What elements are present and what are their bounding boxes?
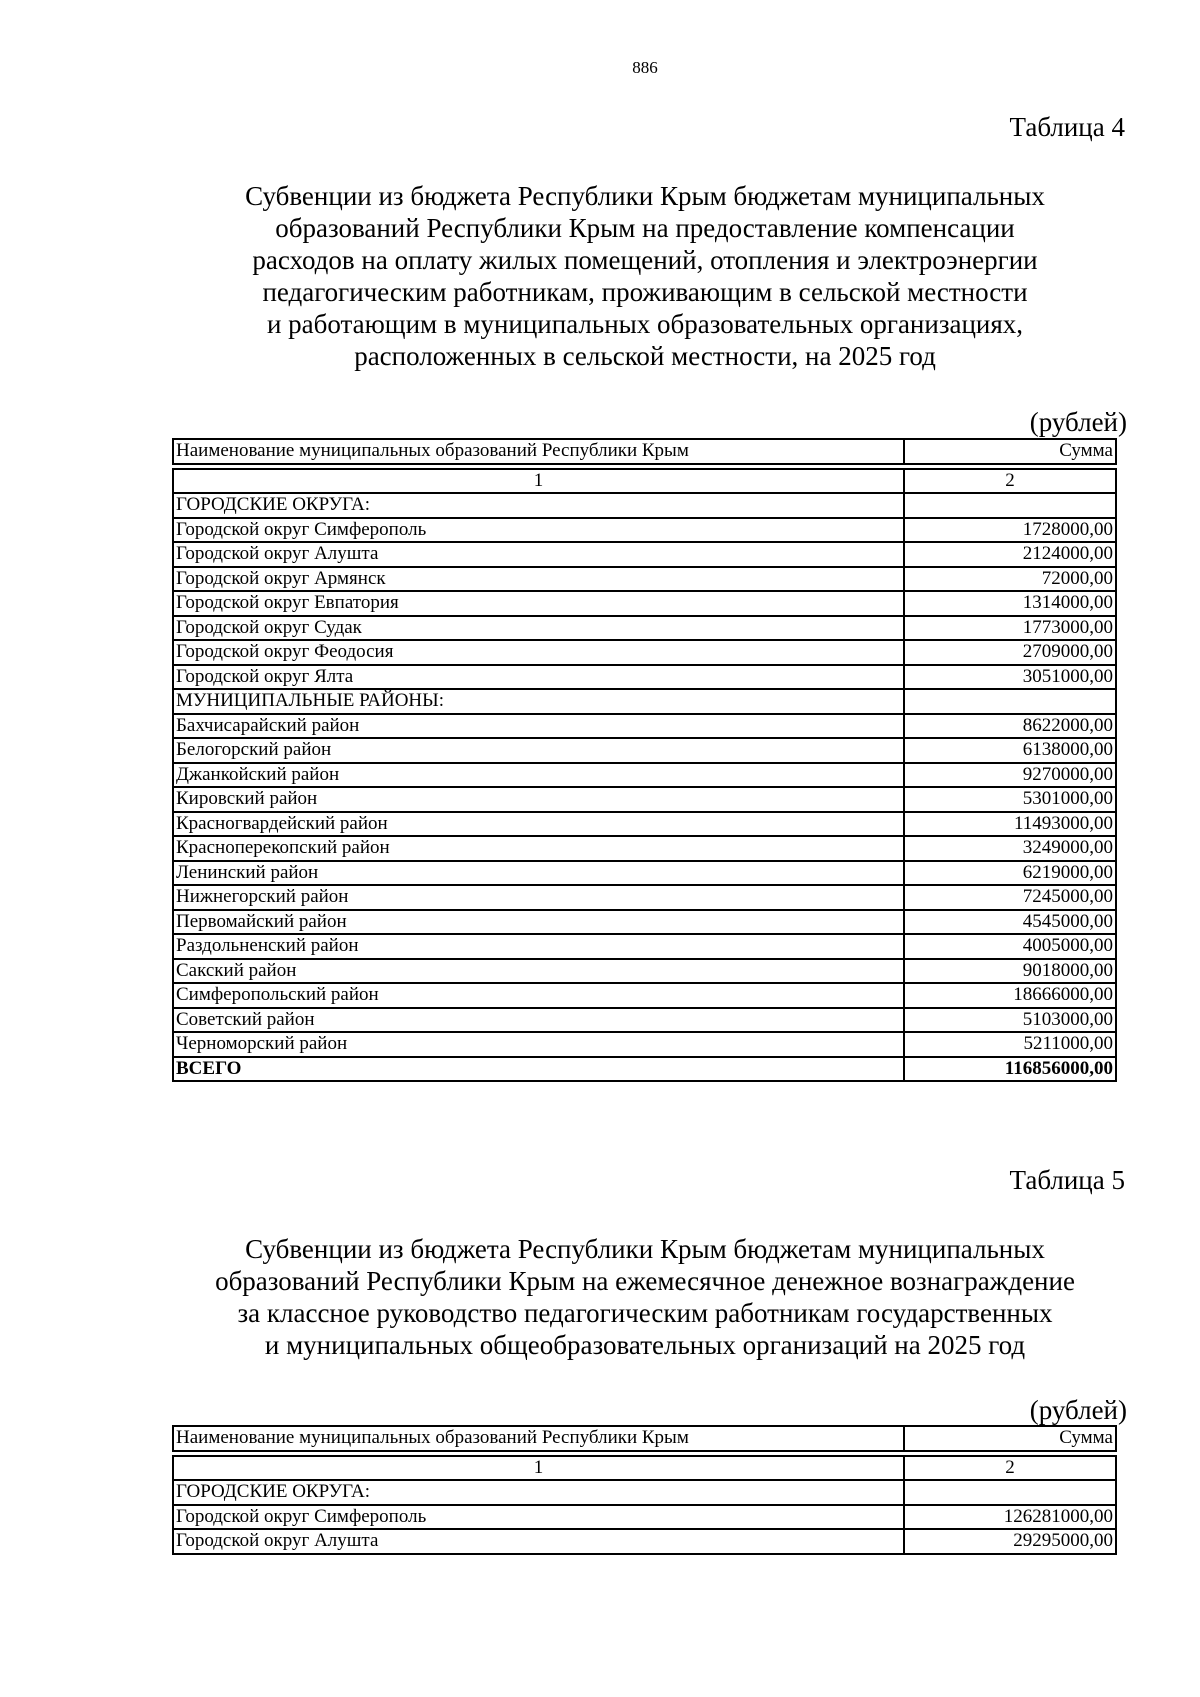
caption-line: расходов на оплату жилых помещений, отопления и электроэнергии <box>252 245 1038 275</box>
column-number: 1 <box>173 469 904 494</box>
row-sum: 8622000,00 <box>904 714 1116 739</box>
caption-line: за классное руководство педагогическим работникам государственных <box>237 1298 1053 1328</box>
caption-line: и муниципальных общеобразовательных организаций на 2025 год <box>264 1330 1026 1360</box>
row-sum: 9018000,00 <box>904 959 1116 984</box>
table-4-caption <box>170 180 1120 372</box>
row-name: Городской округ Армянск <box>173 567 904 592</box>
table-row <box>173 1505 1116 1530</box>
table-row <box>173 689 1116 714</box>
table-row <box>173 836 1116 861</box>
row-name: Ленинский район <box>173 861 904 886</box>
row-name: Городской округ Евпатория <box>173 591 904 616</box>
row-name: Городской округ Алушта <box>173 1529 904 1554</box>
caption-line: и работающим в муниципальных образовательных организациях, <box>266 309 1024 339</box>
row-name: Белогорский район <box>173 738 904 763</box>
row-name: Нижнегорский район <box>173 885 904 910</box>
table-row <box>173 1480 1116 1505</box>
row-name: Красногвардейский район <box>173 812 904 837</box>
row-sum <box>904 493 1116 518</box>
table-row <box>173 861 1116 886</box>
row-sum: 2709000,00 <box>904 640 1116 665</box>
row-name: Кировский район <box>173 787 904 812</box>
header-name: Наименование муниципальных образований Республики Крым <box>173 1426 904 1451</box>
table-row <box>173 738 1116 763</box>
column-number-row <box>173 1456 1116 1481</box>
row-sum: 7245000,00 <box>904 885 1116 910</box>
row-name: Симферопольский район <box>173 983 904 1008</box>
table-row <box>173 616 1116 641</box>
table-row <box>173 567 1116 592</box>
row-name: Городской округ Феодосия <box>173 640 904 665</box>
total-label: ВСЕГО <box>173 1057 904 1082</box>
table-row <box>173 959 1116 984</box>
row-sum: 18666000,00 <box>904 983 1116 1008</box>
row-name: Городской округ Ялта <box>173 665 904 690</box>
row-sum: 4005000,00 <box>904 934 1116 959</box>
table-row <box>173 934 1116 959</box>
header-sum: Сумма <box>904 1426 1116 1451</box>
table-row <box>173 1032 1116 1057</box>
row-sum: 126281000,00 <box>904 1505 1116 1530</box>
row-name: МУНИЦИПАЛЬНЫЕ РАЙОНЫ: <box>173 689 904 714</box>
page-number: 886 <box>632 58 658 77</box>
table-row <box>173 1529 1116 1554</box>
row-sum: 5103000,00 <box>904 1008 1116 1033</box>
row-name: ГОРОДСКИЕ ОКРУГА: <box>173 1480 904 1505</box>
row-name: Сакский район <box>173 959 904 984</box>
column-number-row <box>173 469 1116 494</box>
row-sum: 1773000,00 <box>904 616 1116 641</box>
table-row <box>173 542 1116 567</box>
row-sum: 2124000,00 <box>904 542 1116 567</box>
row-sum: 1728000,00 <box>904 518 1116 543</box>
table-header-row <box>173 439 1116 464</box>
caption-line: Субвенции из бюджета Республики Крым бюджетам муниципальных <box>245 181 1045 211</box>
table-5 <box>172 1425 1117 1555</box>
row-sum: 3249000,00 <box>904 836 1116 861</box>
table-row <box>173 812 1116 837</box>
row-name: Раздольненский район <box>173 934 904 959</box>
row-sum: 5211000,00 <box>904 1032 1116 1057</box>
row-sum: 6219000,00 <box>904 861 1116 886</box>
row-name: Городской округ Симферополь <box>173 1505 904 1530</box>
table-row <box>173 763 1116 788</box>
row-sum <box>904 689 1116 714</box>
row-name: Городской округ Симферополь <box>173 518 904 543</box>
table-row <box>173 885 1116 910</box>
caption-line: образований Республики Крым на предоставление компенсации <box>275 213 1015 243</box>
table-row <box>173 518 1116 543</box>
row-name: Красноперекопский район <box>173 836 904 861</box>
column-number: 1 <box>173 1456 904 1481</box>
row-name: Городской округ Судак <box>173 616 904 641</box>
row-name: Первомайский район <box>173 910 904 935</box>
total-sum: 116856000,00 <box>904 1057 1116 1082</box>
row-sum: 11493000,00 <box>904 812 1116 837</box>
row-name: Городской округ Алушта <box>173 542 904 567</box>
table-row <box>173 493 1116 518</box>
table-row <box>173 665 1116 690</box>
header-sum: Сумма <box>904 439 1116 464</box>
column-number: 2 <box>904 1456 1116 1481</box>
table-header-row <box>173 1426 1116 1451</box>
table-row <box>173 910 1116 935</box>
row-sum: 9270000,00 <box>904 763 1116 788</box>
row-name: Черноморский район <box>173 1032 904 1057</box>
caption-line: Субвенции из бюджета Республики Крым бюджетам муниципальных <box>245 1234 1045 1264</box>
caption-line: образований Республики Крым на ежемесячное денежное вознаграждение <box>215 1266 1075 1296</box>
table-4 <box>172 438 1117 1082</box>
row-sum: 72000,00 <box>904 567 1116 592</box>
table-row <box>173 1008 1116 1033</box>
row-sum: 29295000,00 <box>904 1529 1116 1554</box>
table-4-label: Таблица 4 <box>1009 112 1125 142</box>
table-row <box>173 640 1116 665</box>
table-5-caption <box>170 1233 1120 1361</box>
table-row <box>173 591 1116 616</box>
table-4-units: (рублей) <box>1029 407 1127 437</box>
caption-line: расположенных в сельской местности, на 2025 год <box>354 341 936 371</box>
row-sum: 5301000,00 <box>904 787 1116 812</box>
table-row <box>173 714 1116 739</box>
row-name: Бахчисарайский район <box>173 714 904 739</box>
row-name: ГОРОДСКИЕ ОКРУГА: <box>173 493 904 518</box>
row-sum: 4545000,00 <box>904 910 1116 935</box>
header-name: Наименование муниципальных образований Республики Крым <box>173 439 904 464</box>
caption-line: педагогическим работникам, проживающим в сельской местности <box>262 277 1028 307</box>
row-sum: 1314000,00 <box>904 591 1116 616</box>
table-row <box>173 787 1116 812</box>
row-sum: 3051000,00 <box>904 665 1116 690</box>
row-name: Джанкойский район <box>173 763 904 788</box>
row-name: Советский район <box>173 1008 904 1033</box>
table-5-units: (рублей) <box>1029 1395 1127 1425</box>
table-5-label: Таблица 5 <box>1009 1165 1125 1195</box>
row-sum <box>904 1480 1116 1505</box>
table-row <box>173 983 1116 1008</box>
total-row <box>173 1057 1116 1082</box>
row-sum: 6138000,00 <box>904 738 1116 763</box>
column-number: 2 <box>904 469 1116 494</box>
